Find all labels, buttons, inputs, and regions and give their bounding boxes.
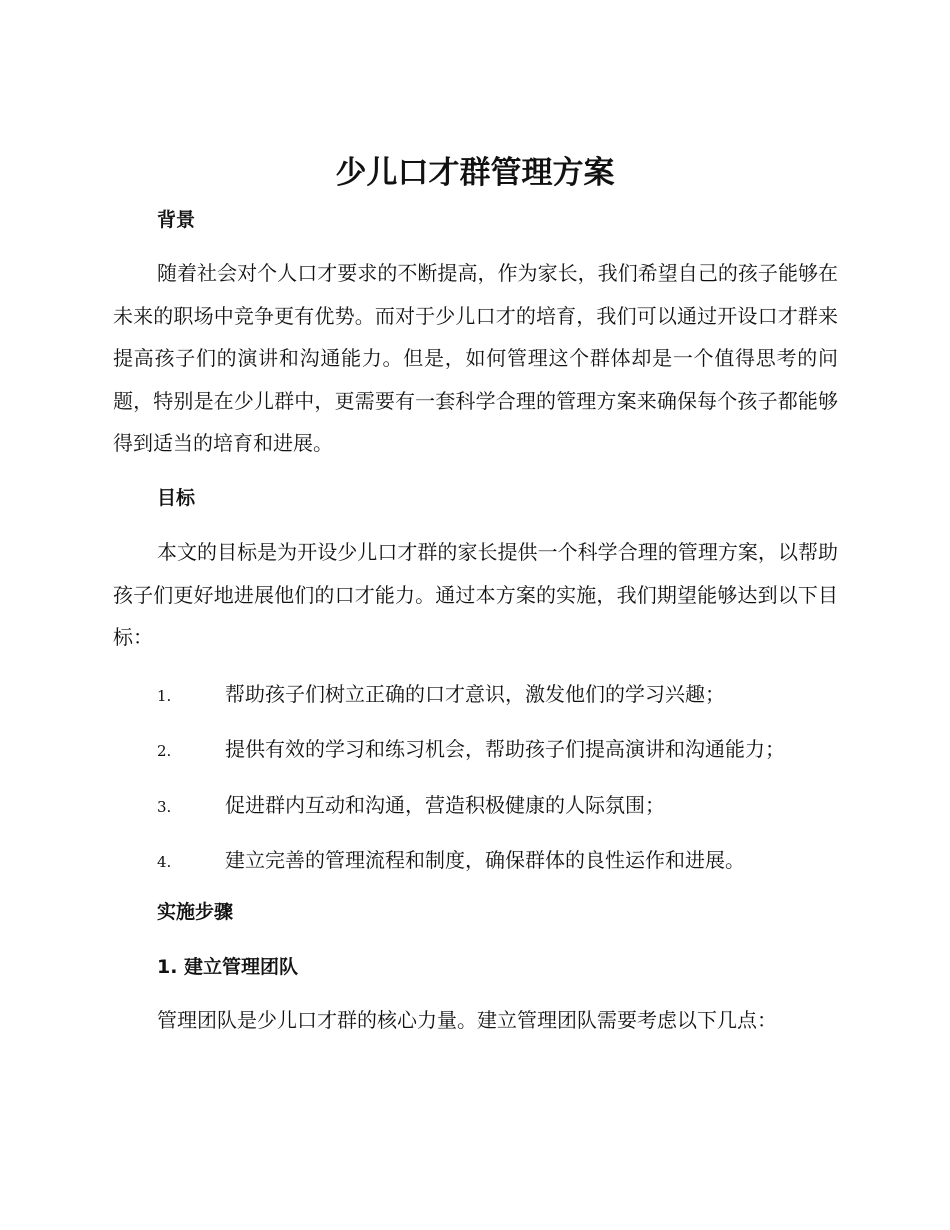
list-item-text: 帮助孩子们树立正确的口才意识，激发他们的学习兴趣；	[225, 682, 725, 706]
list-item-number: 2.	[157, 742, 172, 761]
section-heading-goals: 目标	[157, 487, 196, 509]
goals-list	[157, 673, 847, 894]
list-item	[157, 839, 847, 894]
list-item-text: 提供有效的学习和练习机会，帮助孩子们提高演讲和沟通能力；	[225, 737, 785, 762]
list-item-text: 促进群内互动和沟通，营造积极健康的人际氛围；	[225, 792, 665, 817]
steps-paragraph: 管理团队是少儿口才群的核心力量。建立管理团队需要考虑以下几点：	[157, 1008, 777, 1032]
section-heading-steps: 实施步骤	[157, 901, 234, 923]
list-item	[157, 784, 847, 839]
list-item	[157, 673, 847, 728]
section-heading-background: 背景	[157, 209, 196, 231]
list-item-number: 1.	[157, 687, 172, 705]
list-item-text: 建立完善的管理流程和制度，确保群体的良性运作和进展。	[225, 847, 745, 872]
background-paragraph: 随着社会对个人口才要求的不断提高，作为家长，我们希望自己的孩子能够在未来的职场中竞争更有优势。而对于少儿口才的培育，我们可以通过开设口才群来提高孩子们的演讲和沟通能力。但是，如何管理这个群体却是一个值得思考的问题，特别是在少儿群中，更需要有一套科学合理的管理方案来确保每个孩子都能够得到适当的培育和进展。	[113, 261, 838, 455]
document-title: 少儿口才群管理方案	[335, 155, 615, 191]
list-item-number: 3.	[157, 797, 172, 816]
goals-paragraph: 本文的目标是为开设少儿口才群的家长提供一个科学合理的管理方案，以帮助孩子们更好地进展他们的口才能力。通过本方案的实施，我们期望能够达到以下目标：	[113, 540, 838, 649]
list-item-number: 4.	[157, 852, 172, 871]
list-item	[157, 728, 847, 783]
step-subheading: 1. 建立管理团队	[157, 956, 299, 978]
